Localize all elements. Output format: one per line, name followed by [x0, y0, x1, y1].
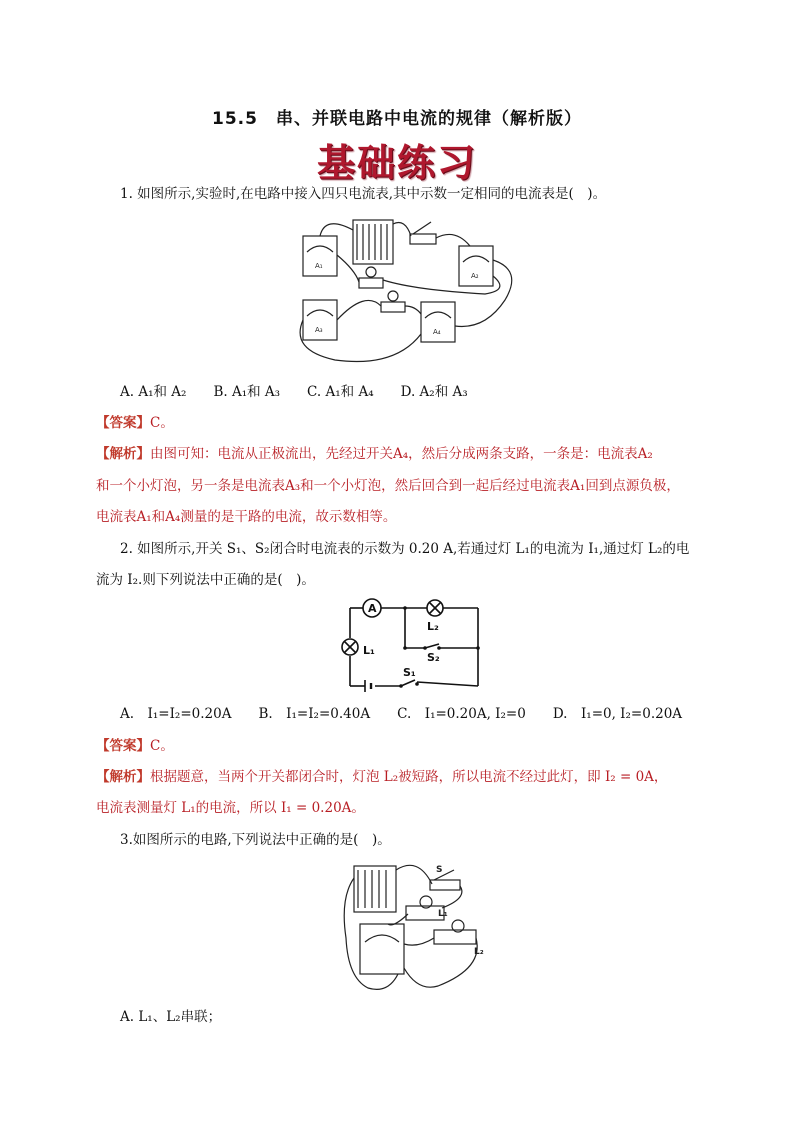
q2-circuit-figure — [335, 596, 485, 694]
q2-label-l2: L₂ — [427, 620, 439, 633]
q1-analysis-line-2: 和一个小灯泡，另一条是电流表A₃和一个小灯泡，然后回合到一起后经过电流表A₁回到点源负极， — [96, 478, 680, 494]
q1-answer: C。 — [150, 415, 174, 431]
q2-analysis-tag: 【解析】 — [96, 769, 150, 785]
q3-label-l1: L₁ — [438, 909, 448, 919]
q2-label-s1: S₁ — [403, 666, 416, 679]
q2-stem-2: 流为 I₂.则下列说法中正确的是( )。 — [96, 572, 315, 588]
q2-label-l1: L₁ — [363, 644, 375, 657]
q1-analysis-line-3: 电流表A₁和A₄测量的是干路的电流，故示数相等。 — [96, 509, 397, 525]
q1-answer-line — [96, 414, 706, 432]
q2-stem-1: 2. 如图所示,开关 S₁、S₂闭合时电流表的示数为 0.20 A,若通过灯 L₁的电流为 I₁,通过灯 L₂的电 — [120, 541, 690, 557]
q2-analysis-line-1 — [96, 768, 706, 786]
q3-label-l2: L₂ — [474, 947, 484, 957]
q3-stem: 3.如图所示的电路,下列说法中正确的是( )。 — [120, 832, 391, 848]
q1-label-a2: A₂ — [471, 272, 479, 280]
section-banner: 基础练习 — [316, 141, 477, 185]
q3-circuit-figure — [338, 858, 488, 996]
q1-circuit-figure — [295, 210, 525, 370]
q2-label-ammeter: A — [368, 602, 377, 615]
page-title: 15.5 串、并联电路中电流的规律（解析版） — [212, 109, 582, 129]
q1-answer-tag: 【答案】 — [96, 415, 150, 431]
q1-label-a3: A₃ — [315, 326, 323, 334]
q3-label-s: S — [436, 865, 443, 875]
q1-label-a1: A₁ — [315, 262, 323, 270]
q1-analysis-tag: 【解析】 — [96, 446, 150, 462]
q1-stem: 1. 如图所示,实验时,在电路中接入四只电流表,其中示数一定相同的电流表是( )。 — [120, 186, 607, 202]
q1-options: A. A₁和 A₂ B. A₁和 A₃ C. A₁和 A₄ D. A₂和 A₃ — [120, 384, 468, 400]
q2-answer-line — [96, 737, 706, 755]
q2-answer: C。 — [150, 738, 174, 754]
q2-analysis-text-1: 根据题意，当两个开关都闭合时，灯泡 L₂被短路，所以电流不经过此灯，即 I₂ = 0A， — [150, 769, 668, 785]
q3-option-a: A. L₁、L₂串联； — [120, 1009, 222, 1025]
q2-label-s2: S₂ — [427, 651, 440, 664]
q1-label-a4: A₄ — [433, 328, 441, 336]
q1-analysis-text-1: 由图可知：电流从正极流出，先经过开关A₄，然后分成两条支路，一条是：电流表A₂ — [150, 446, 653, 462]
q1-analysis-line-1 — [96, 445, 706, 463]
q2-options: A. I₁=I₂=0.20A B. I₁=I₂=0.40A C. I₁=0.20A, I₂=0 D. I₁=0, I₂=0.20A — [120, 706, 683, 722]
q2-analysis-line-2: 电流表测量灯 L₁的电流，所以 I₁ = 0.20A。 — [96, 800, 365, 816]
q2-answer-tag: 【答案】 — [96, 738, 150, 754]
